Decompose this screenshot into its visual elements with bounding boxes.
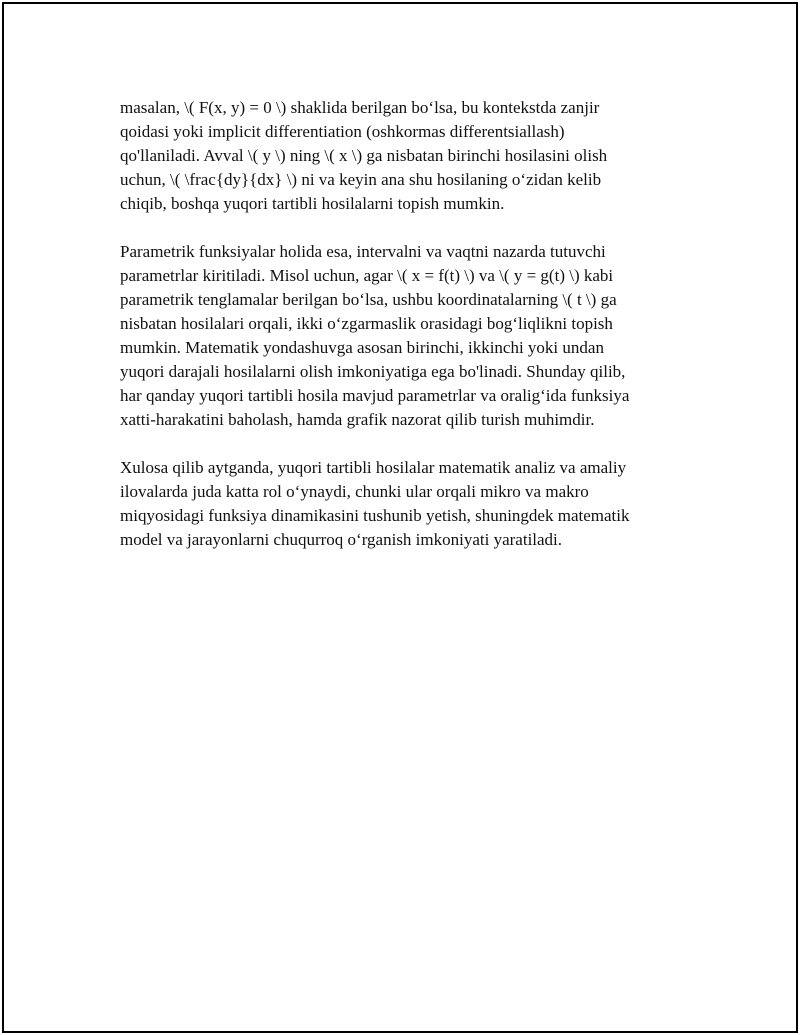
document-body (120, 96, 680, 576)
paragraph-implicit-differentiation: masalan, \( F(x, y) = 0 \) shaklida berilgan bo‘lsa, bu kontekstda zanjir qoidasi yoki implicit differentiation (oshkormas differentsiallash) qo'llaniladi. Avval \( y \) ning \( x \) ga nisbatan birinchi hosilasini olish uchun, \( \frac{dy}{dx} \) ni va keyin ana shu hosilaning o‘zidan kelib chiqib, boshqa yuqori tartibli hosilalarni topish mumkin. (120, 98, 608, 213)
paragraph-conclusion: Xulosa qilib aytganda, yuqori tartibli hosilalar matematik analiz va amaliy ilovalarda juda katta rol o‘ynaydi, chunki ular orqali mikro va makro miqyosidagi funksiya dinamikasini tushunib yetish, shuningdek matematik model va jarayonlarni chuqurroq o‘rganish imkoniyati yaratiladi. (120, 458, 630, 549)
document-page (2, 2, 798, 1033)
paragraph-parametric-functions: Parametrik funksiyalar holida esa, intervalni va vaqtni nazarda tutuvchi parametrlar kiritiladi. Misol uchun, agar \( x = f(t) \) va \( y = g(t) \) kabi parametrik tenglamalar berilgan bo‘lsa, ushbu koordinatalarning \( t \) ga nisbatan hosilalari orqali, ikki o‘zgarmaslik orasidagi bog‘liqlikni topish mumkin. Matematik yondashuvga asosan birinchi, ikkinchi yoki undan yuqori darajali hosilalarni olish imkoniyatiga ega bo'linadi. Shunday qilib, har qanday yuqori tartibli hosila mavjud parametrlar va oralig‘ida funksiya xatti-harakatini baholash, hamda grafik nazorat qilib turish muhimdir. (120, 242, 630, 429)
